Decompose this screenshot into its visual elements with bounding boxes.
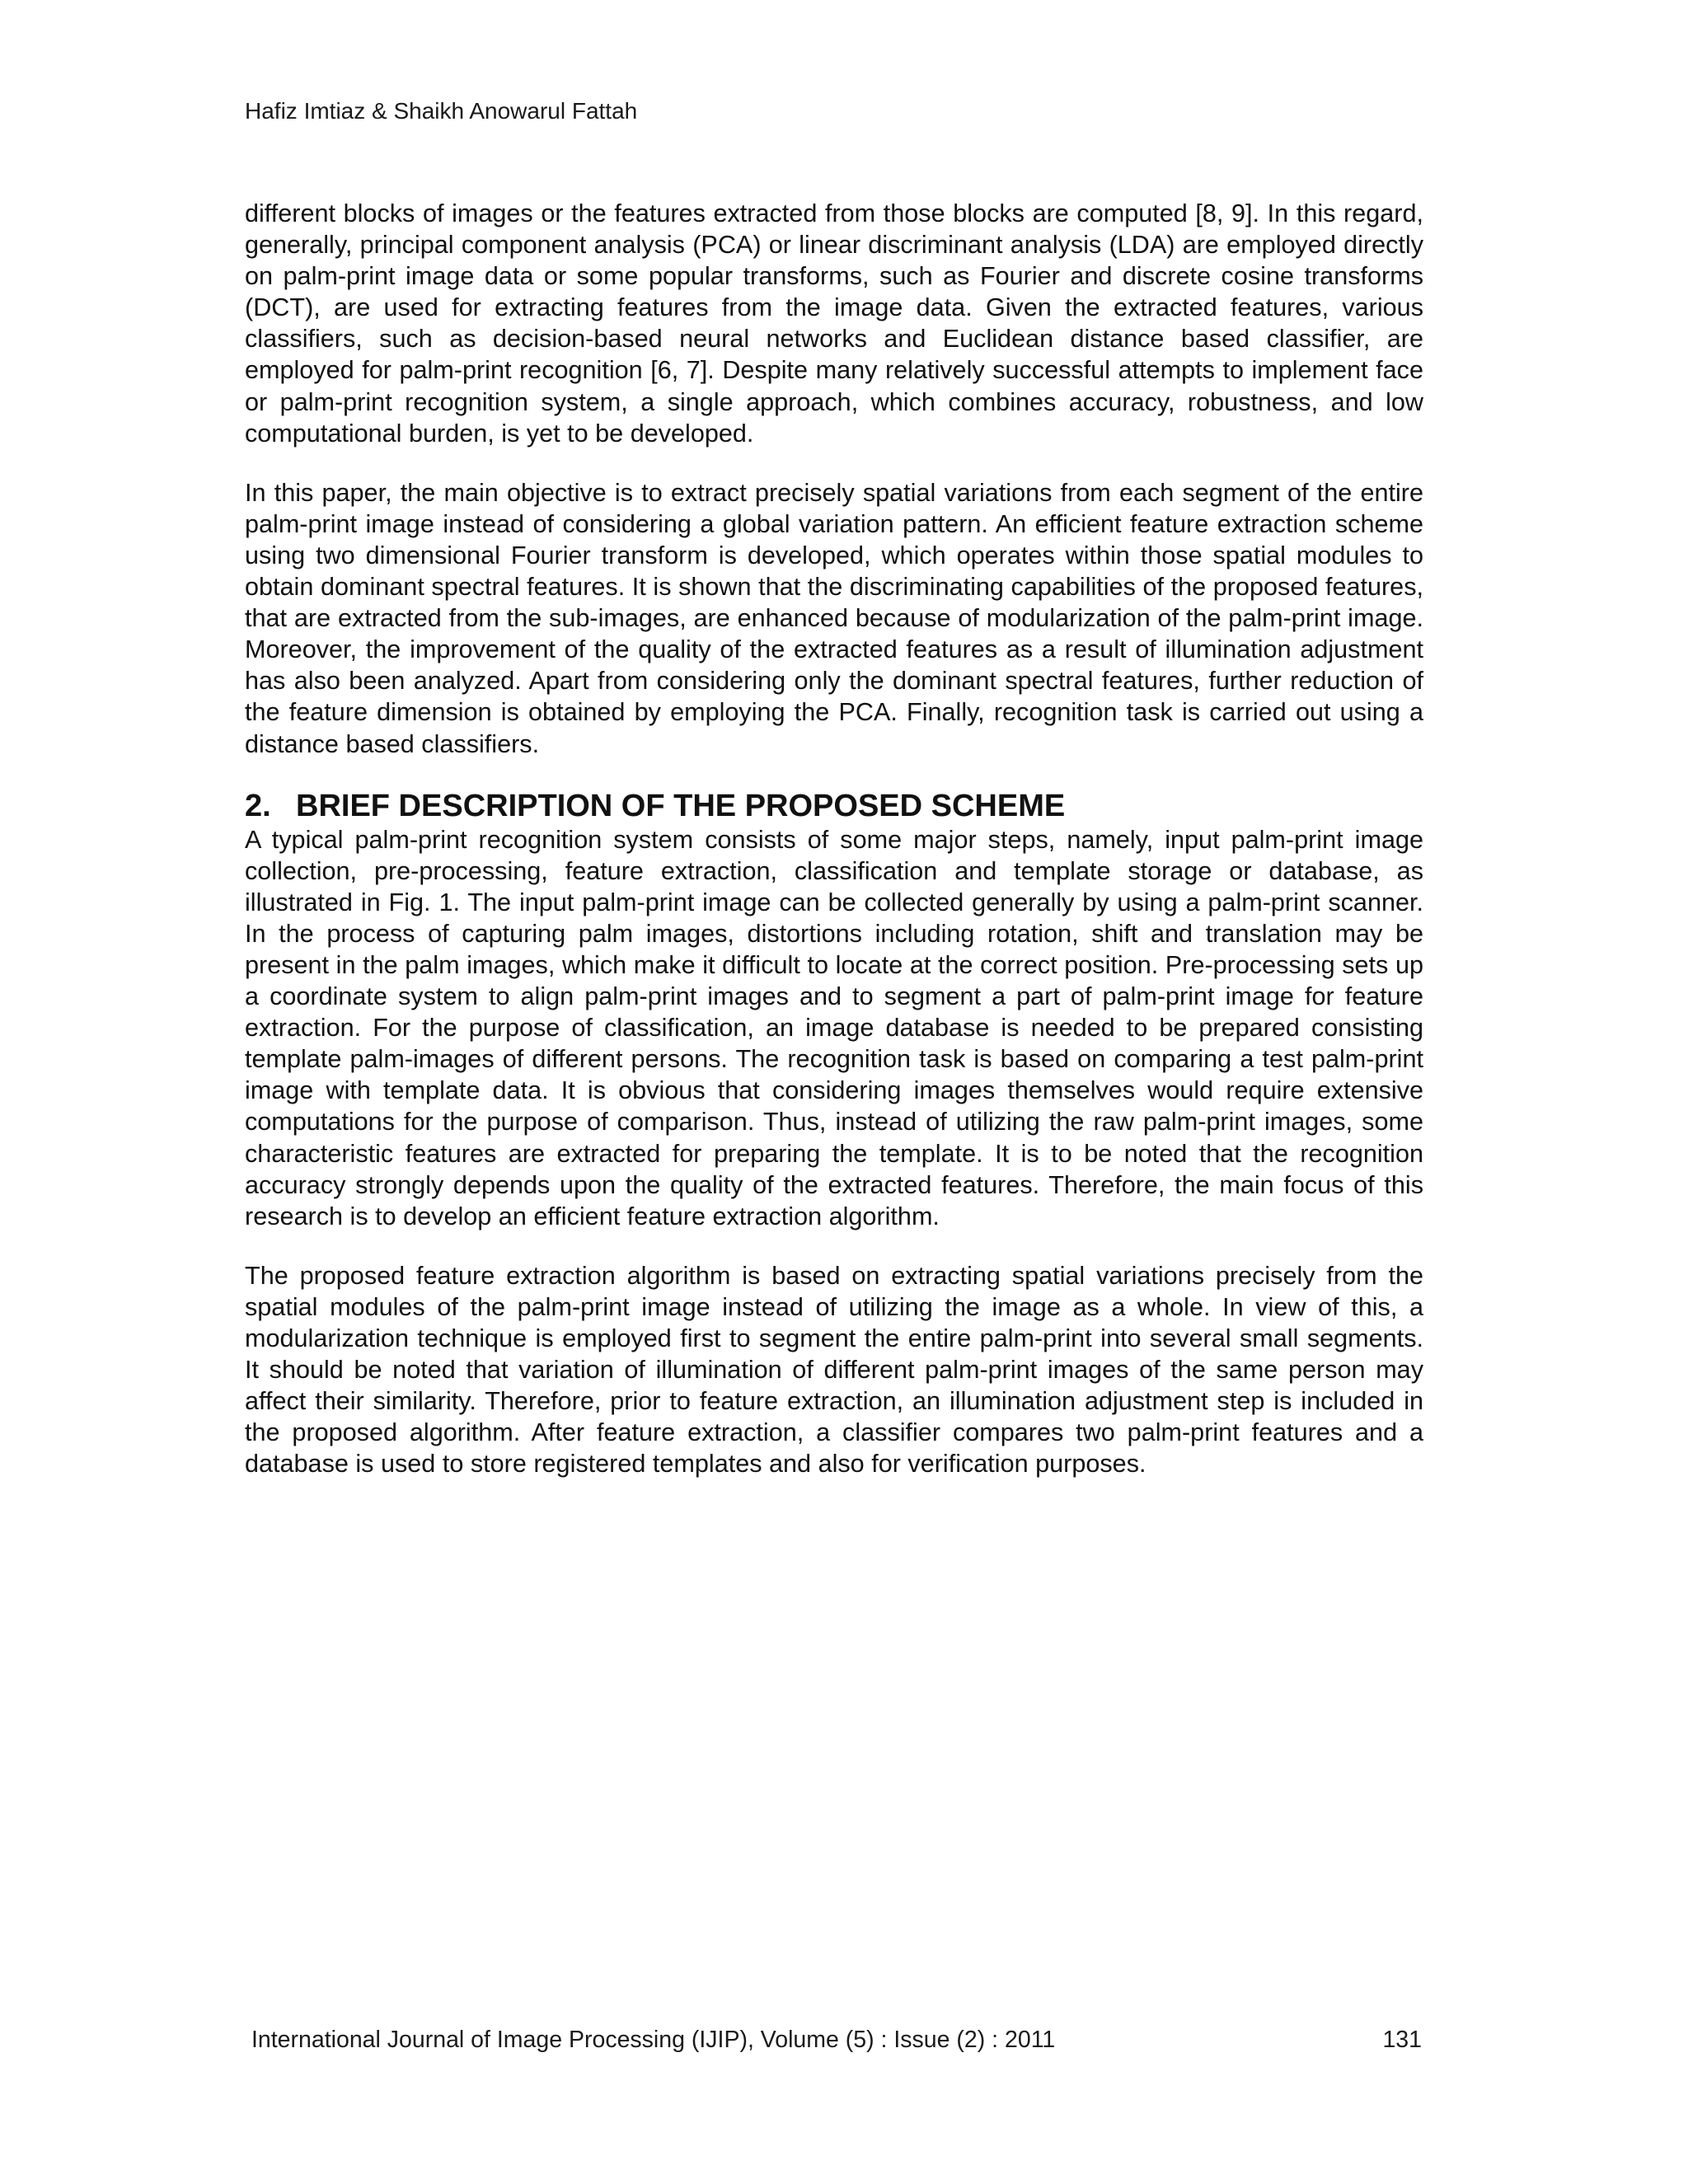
footer-journal-citation: International Journal of Image Processing (IJIP), Volume (5) : Issue (2) : 2011 bbox=[251, 2027, 1056, 2053]
page-number: 131 bbox=[1382, 2027, 1422, 2053]
section-number: 2. bbox=[245, 788, 271, 823]
paragraph-intro-1: different blocks of images or the features extracted from those blocks are computed [8, 9]. In this regard, generally, principal component analysis (PCA) or linear discriminant analysis (LDA) are employed directly on palm-print image data or some popular transforms, such as Fourier and discrete cosine transforms (DCT), are used for extracting features from the image data. Given the extracted features, various classifiers, such as decision-based neural networks and Euclidean distance based classifier, are employed for palm-print recognition [6, 7]. Despite many relatively successful attempts to implement face or palm-print recognition system, a single approach, which combines accuracy, robustness, and low computational burden, is yet to be developed. bbox=[245, 199, 1423, 448]
body-text bbox=[245, 198, 1423, 1507]
section-heading bbox=[245, 788, 1423, 824]
paragraph-intro-2: In this paper, the main objective is to extract precisely spatial variations from each segment of the entire palm-print image instead of considering a global variation pattern. An efficient feature extraction scheme using two dimensional Fourier transform is developed, which operates within those spatial modules to obtain dominant spectral features. It is shown that the discriminating capabilities of the proposed features, that are extracted from the sub-images, are enhanced because of modularization of the palm-print image. Moreover, the improvement of the quality of the extracted features as a result of illumination adjustment has also been analyzed. Apart from considering only the dominant spectral features, further reduction of the feature dimension is obtained by employing the PCA. Finally, recognition task is carried out using a distance based classifiers. bbox=[245, 478, 1423, 758]
running-head-authors: Hafiz Imtiaz & Shaikh Anowarul Fattah bbox=[245, 98, 638, 124]
paragraph-section-1: A typical palm-print recognition system consists of some major steps, namely, input palm-print image collection, pre-processing, feature extraction, classification and template storage or database, as illustrated in Fig. 1. The input palm-print image can be collected generally by using a palm-print scanner. In the process of capturing palm images, distortions including rotation, shift and translation may be present in the palm images, which make it difficult to locate at the correct position. Pre-processing sets up a coordinate system to align palm-print images and to segment a part of palm-print image for feature extraction. For the purpose of classification, an image database is needed to be prepared consisting template palm-images of different persons. The recognition task is based on comparing a test palm-print image with template data. It is obvious that considering images themselves would require extensive computations for the purpose of comparison. Thus, instead of utilizing the raw palm-print images, some characteristic features are extracted for preparing the template. It is to be noted that the recognition accuracy strongly depends upon the quality of the extracted features. Therefore, the main focus of this research is to develop an efficient feature extraction algorithm. bbox=[245, 825, 1423, 1230]
section-title: BRIEF DESCRIPTION OF THE PROPOSED SCHEME bbox=[296, 788, 1066, 823]
paragraph-section-2: The proposed feature extraction algorithm is based on extracting spatial variations precisely from the spatial modules of the palm-print image instead of utilizing the image as a whole. In view of this, a modularization technique is employed first to segment the entire palm-print into several small segments. It should be noted that variation of illumination of different palm-print images of the same person may affect their similarity. Therefore, prior to feature extraction, an illumination adjustment step is included in the proposed algorithm. After feature extraction, a classifier compares two palm-print features and a database is used to store registered templates and also for verification purposes. bbox=[245, 1261, 1423, 1479]
